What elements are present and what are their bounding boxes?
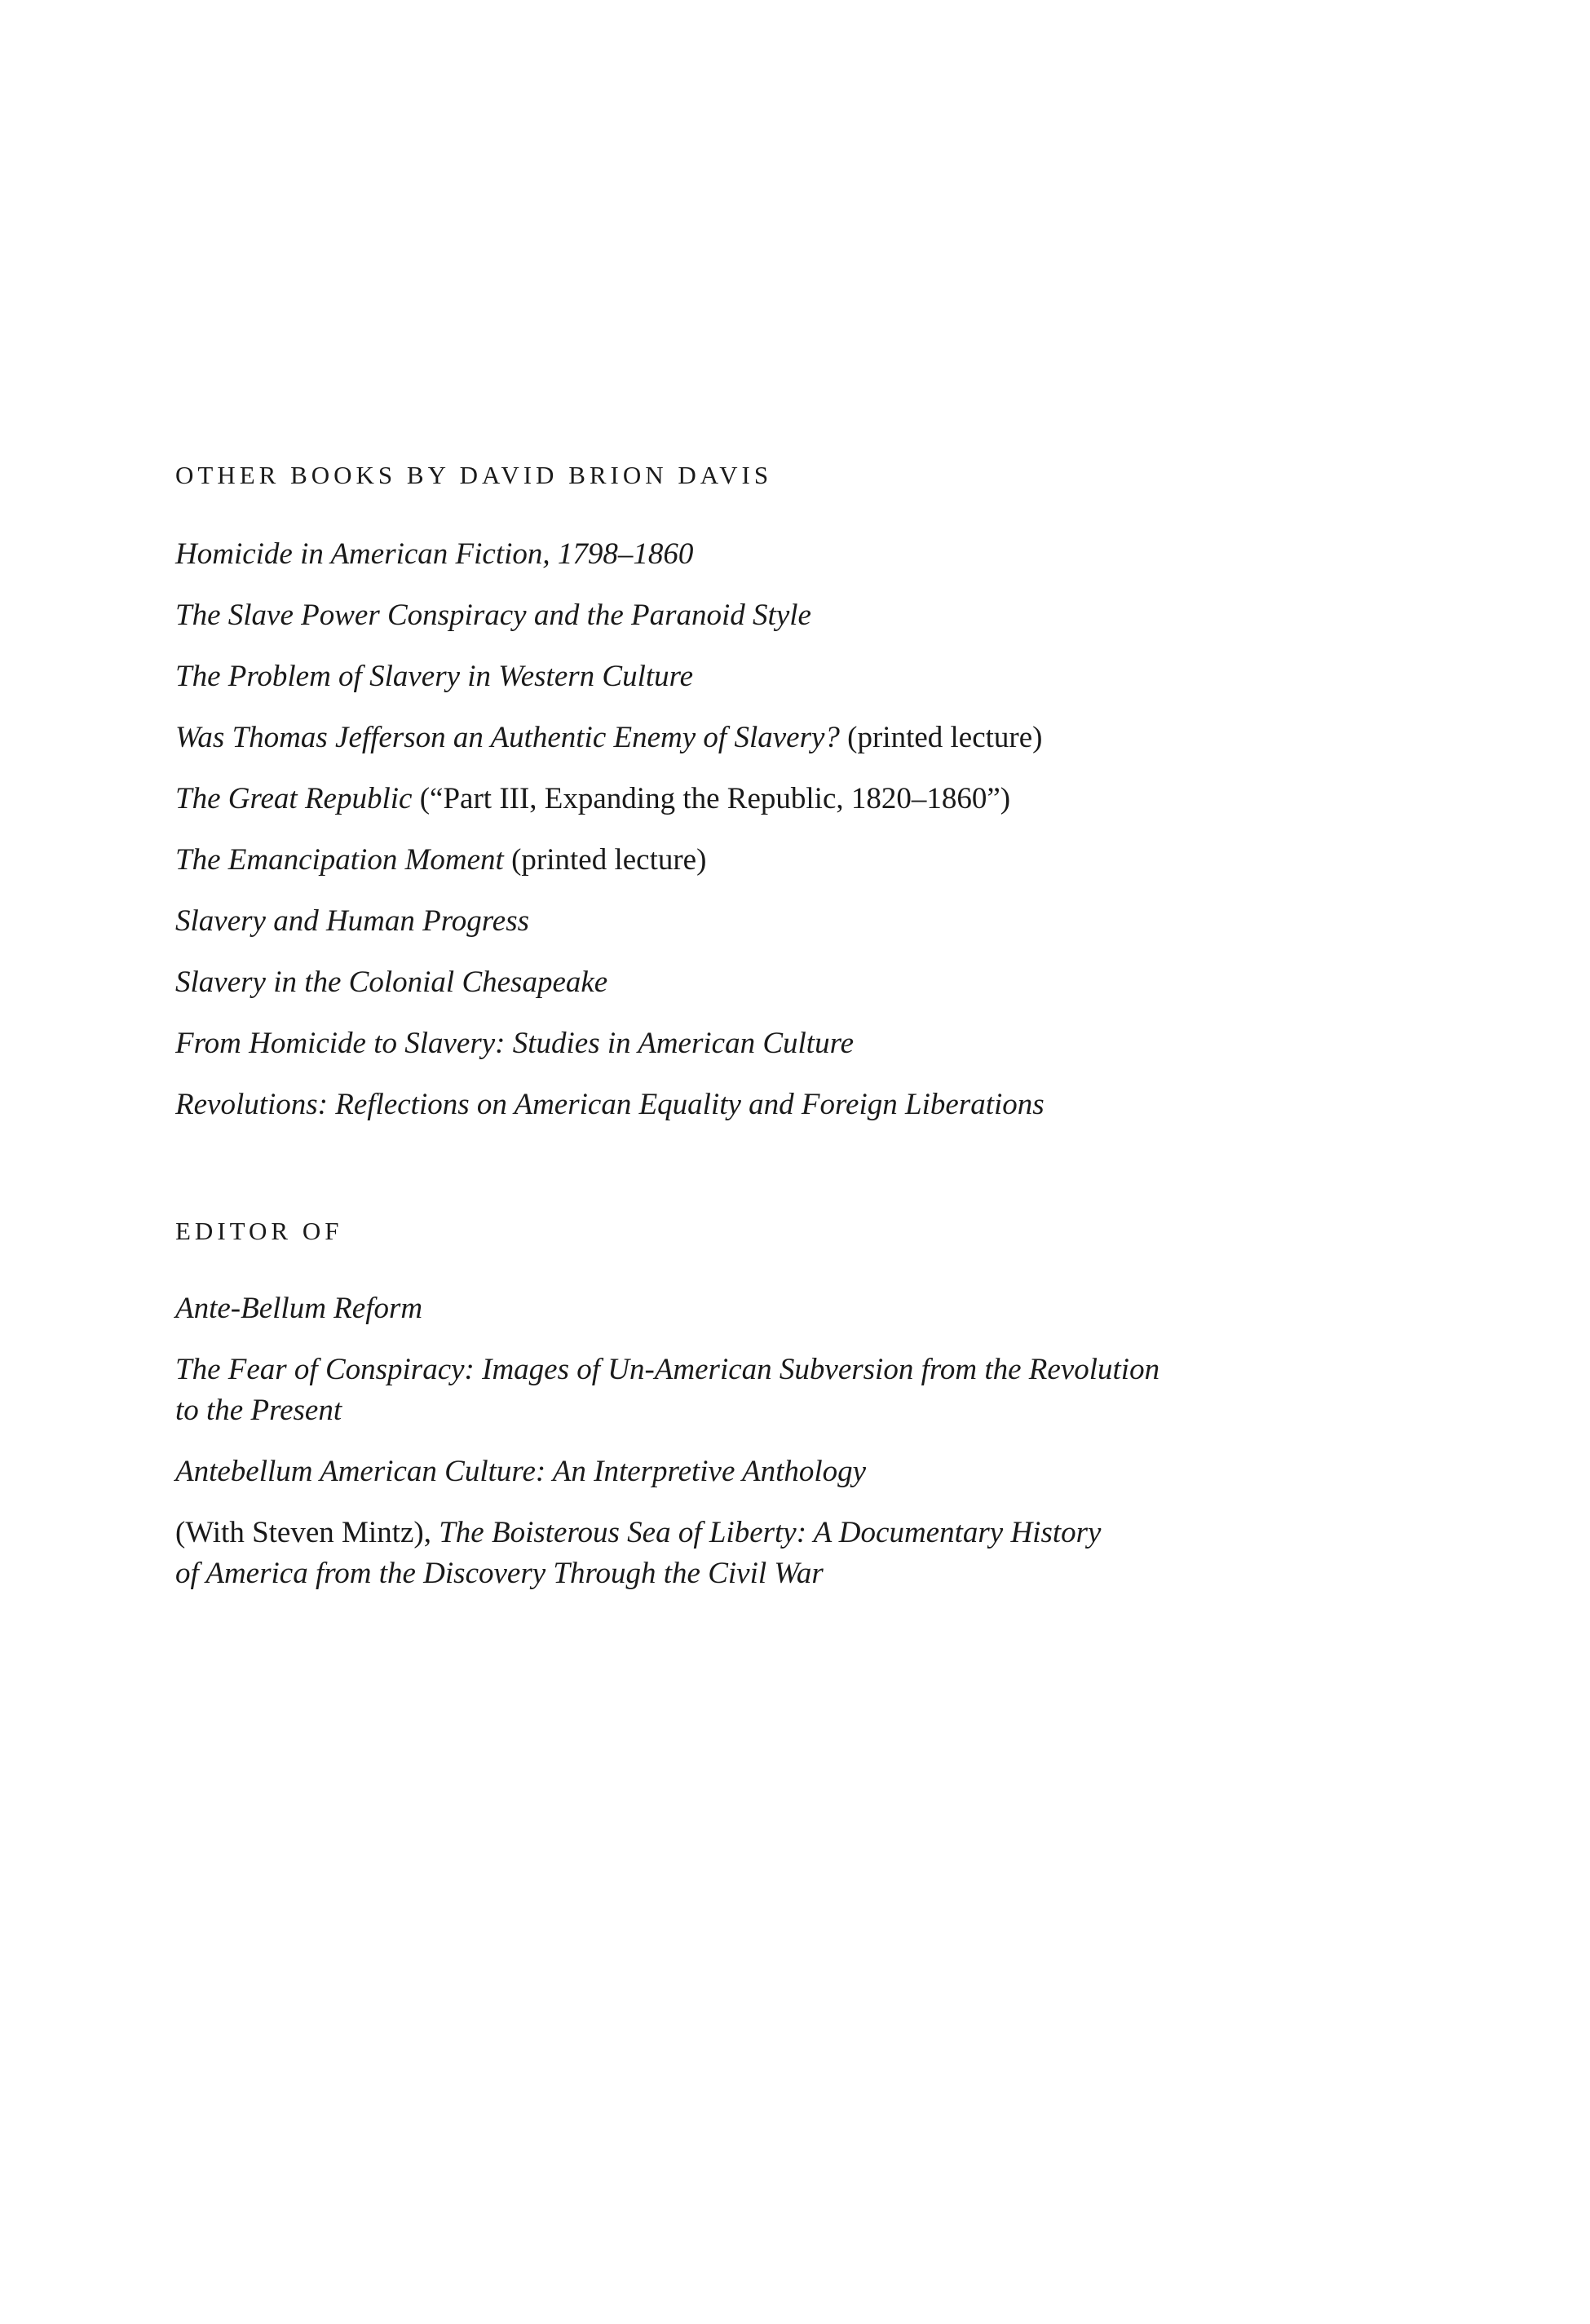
book-title: Ante-Bellum Reform [175, 1292, 423, 1325]
book-title-continued: of America from the Discovery Through the Civil War [175, 1557, 824, 1590]
list-item [175, 1513, 1159, 1594]
book-title: The Emancipation Moment [175, 843, 504, 877]
book-title: Antebellum American Culture: An Interpretive Anthology [175, 1455, 867, 1488]
list-item [175, 840, 1045, 901]
book-title: The Fear of Conspiracy: Images of Un-American Subversion from the Revolution [175, 1353, 1160, 1386]
book-title: The Problem of Slavery in Western Culture [175, 660, 694, 693]
book-title: The Slave Power Conspiracy and the Paranoid Style [175, 599, 811, 632]
book-title: From Homicide to Slavery: Studies in American Culture [175, 1027, 855, 1060]
book-title: Slavery in the Colonial Chesapeake [175, 965, 608, 999]
list-item [175, 595, 1045, 656]
list-item [175, 1288, 1159, 1329]
list-item [175, 718, 1045, 779]
editor-of-heading: EDITOR OF [175, 1217, 343, 1245]
list-item [175, 534, 1045, 595]
list-item [175, 1350, 1159, 1431]
book-title: Slavery and Human Progress [175, 904, 530, 938]
list-item [175, 779, 1045, 840]
list-item [175, 1451, 1159, 1492]
other-books-list [175, 534, 1045, 1146]
book-note: (printed lecture) [847, 721, 1043, 754]
book-title: The Great Republic [175, 782, 413, 815]
list-item [175, 901, 1045, 962]
book-title-continued: to the Present [175, 1394, 342, 1427]
list-item [175, 1023, 1045, 1085]
list-item [175, 962, 1045, 1023]
list-item [175, 656, 1045, 718]
book-title: Revolutions: Reflections on American Equality and Foreign Liberations [175, 1088, 1045, 1121]
book-note: (printed lecture) [511, 843, 707, 877]
book-title: The Boisterous Sea of Liberty: A Documentary History [439, 1516, 1102, 1549]
book-title: Was Thomas Jefferson an Authentic Enemy of Slavery? [175, 721, 840, 754]
editor-of-list [175, 1288, 1159, 1594]
other-books-heading: OTHER BOOKS BY DAVID BRION DAVIS [175, 461, 773, 489]
book-note: (“Part III, Expanding the Republic, 1820–1860”) [419, 782, 1011, 815]
list-item [175, 1085, 1045, 1146]
book-coeditor: (With Steven Mintz), [175, 1516, 431, 1549]
book-title: Homicide in American Fiction, 1798–1860 [175, 537, 694, 571]
